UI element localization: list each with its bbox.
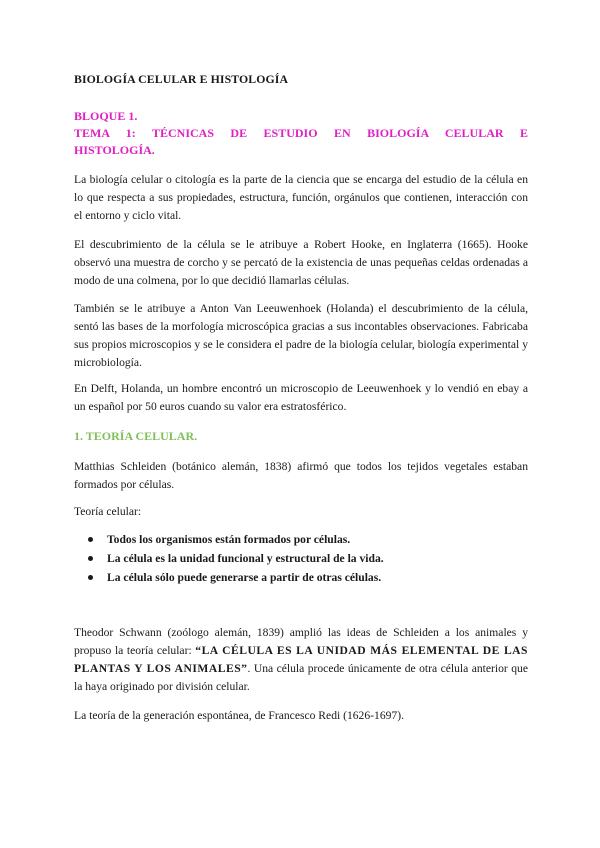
bloque-label: BLOQUE 1. [74,109,138,123]
teoria-celular-list [88,530,384,587]
list-item [88,568,384,587]
paragraph-redi: La teoría de la generación espontánea, de Francesco Redi (1626-1697). [74,709,404,722]
list-item [88,549,384,568]
schwann-conclusion: . Una célula procede únicamente de otra célula anterior que la haya originado por división celular. [74,662,528,693]
teoria-celular-label: Teoría celular: [74,505,142,518]
bloque-heading [74,108,528,159]
section-heading-teoria-celular: 1. TEORÍA CELULAR. [74,429,198,443]
paragraph-citologia: La biología celular o citología es la parte de la ciencia que se encarga del estudio de la célula en lo que respecta a sus propiedades, estructura, función, orgánulos que contienen, interacción con el entorno y ciclo vital. [74,173,528,222]
bullet-icon [88,575,93,580]
list-item-text: La célula sólo puede generarse a partir de otras células. [107,571,382,584]
paragraph-schleiden: Matthias Schleiden (botánico alemán, 1838) afirmó que todos los tejidos vegetales estaban formados por células. [74,460,528,491]
paragraph-hooke: El descubrimiento de la célula se le atribuye a Robert Hooke, en Inglaterra (1665). Hooke observó una muestra de corcho y se percató de la existencia de unas pequeñas celdas ordenadas a modo de una colmena, por lo que decidió llamarlas células. [74,238,528,287]
schwann-intro: Theodor Schwann (zoólogo alemán, 1839) amplió las ideas de Schleiden a los animales y propuso la teoría celular: [74,626,528,657]
tema-heading-line-1: TEMA 1: TÉCNICAS DE ESTUDIO EN BIOLOGÍA CELULAR E [74,126,528,140]
bullet-icon [88,537,93,542]
list-item [88,530,384,549]
tema-heading-line-2: HISTOLOGÍA. [74,143,155,157]
list-item-text: Todos los organismos están formados por células. [107,533,351,546]
paragraph-schwann [74,624,528,696]
list-item-text: La célula es la unidad funcional y estructural de la vida. [107,552,384,565]
schwann-quote: “LA CÉLULA ES LA UNIDAD MÁS ELEMENTAL DE LAS PLANTAS Y LOS ANIMALES” [74,644,529,675]
bullet-icon [88,556,93,561]
document-title: BIOLOGÍA CELULAR E HISTOLOGÍA [74,72,289,86]
paragraph-delft: En Delft, Holanda, un hombre encontró un microscopio de Leeuwenhoek y lo vendió en ebay a un español por 50 euros cuando su valor era estratosférico. [74,382,528,413]
paragraph-leeuwenhoek: También se le atribuye a Anton Van Leeuwenhoek (Holanda) el descubrimiento de la célula, sentó las bases de la morfología microscópica gracias a sus incontables observaciones. Fabricaba sus propios microscopios y se le considera el padre de la biología celular, biología experimental y microbiología. [74,302,528,369]
